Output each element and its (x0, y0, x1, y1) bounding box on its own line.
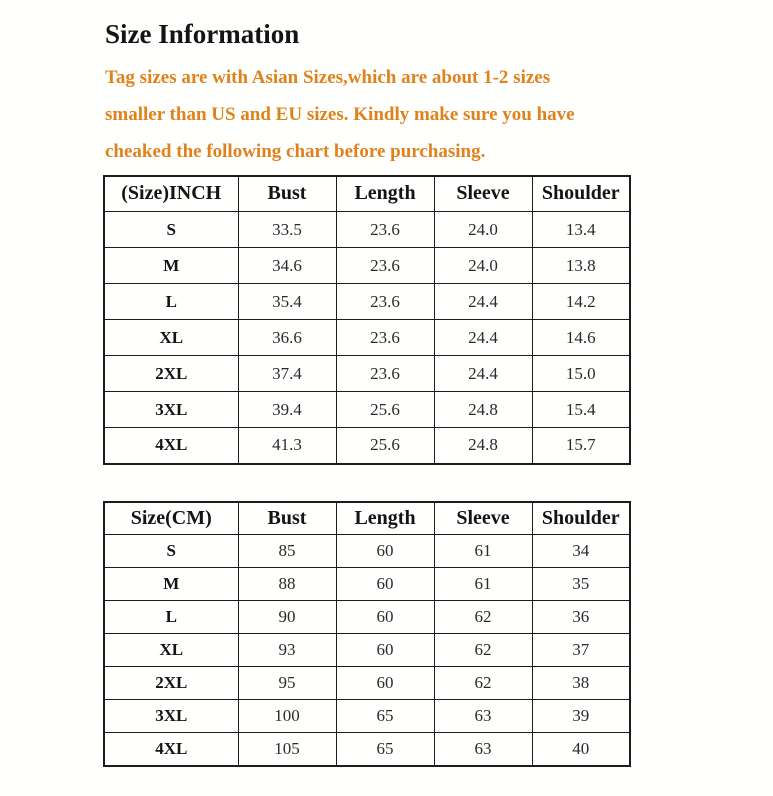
column-header-cell: Length (336, 176, 434, 212)
table-row (104, 248, 630, 284)
size-table-inch (103, 175, 631, 465)
measurement-cell: 95 (238, 667, 336, 700)
table-row (104, 284, 630, 320)
measurement-cell: 33.5 (238, 212, 336, 248)
column-header-cell: Sleeve (434, 502, 532, 535)
table-row (104, 356, 630, 392)
table-row (104, 568, 630, 601)
size-label-cell: 2XL (104, 667, 238, 700)
table-row (104, 320, 630, 356)
measurement-cell: 105 (238, 733, 336, 766)
size-information-section (103, 20, 663, 767)
size-label-cell: S (104, 212, 238, 248)
table-row (104, 667, 630, 700)
measurement-cell: 60 (336, 667, 434, 700)
measurement-cell: 62 (434, 667, 532, 700)
size-label-cell: XL (104, 634, 238, 667)
measurement-cell: 38 (532, 667, 630, 700)
measurement-cell: 24.8 (434, 392, 532, 428)
table-row (104, 535, 630, 568)
measurement-cell: 40 (532, 733, 630, 766)
size-label-cell: XL (104, 320, 238, 356)
measurement-cell: 65 (336, 700, 434, 733)
measurement-cell: 15.7 (532, 428, 630, 464)
table-row (104, 392, 630, 428)
measurement-cell: 13.8 (532, 248, 630, 284)
measurement-cell: 24.4 (434, 320, 532, 356)
disclaimer-line-1: Tag sizes are with Asian Sizes,which are about 1-2 sizes (105, 66, 551, 88)
measurement-cell: 24.4 (434, 284, 532, 320)
measurement-cell: 90 (238, 601, 336, 634)
size-label-cell: 3XL (104, 392, 238, 428)
measurement-cell: 63 (434, 700, 532, 733)
measurement-cell: 15.0 (532, 356, 630, 392)
measurement-cell: 60 (336, 634, 434, 667)
size-label-cell: L (104, 601, 238, 634)
measurement-cell: 24.0 (434, 212, 532, 248)
measurement-cell: 35.4 (238, 284, 336, 320)
table-row (104, 700, 630, 733)
column-header-cell: Bust (238, 502, 336, 535)
measurement-cell: 24.8 (434, 428, 532, 464)
column-header-cell: Bust (238, 176, 336, 212)
measurement-cell: 36 (532, 601, 630, 634)
measurement-cell: 37.4 (238, 356, 336, 392)
size-label-cell: 4XL (104, 733, 238, 766)
measurement-cell: 88 (238, 568, 336, 601)
size-label-cell: 3XL (104, 700, 238, 733)
measurement-cell: 85 (238, 535, 336, 568)
table-gap (103, 465, 663, 501)
table-row (104, 428, 630, 464)
table-row (104, 634, 630, 667)
measurement-cell: 63 (434, 733, 532, 766)
measurement-cell: 35 (532, 568, 630, 601)
measurement-cell: 41.3 (238, 428, 336, 464)
measurement-cell: 25.6 (336, 392, 434, 428)
size-unit-header-cell: (Size)INCH (104, 176, 238, 212)
measurement-cell: 13.4 (532, 212, 630, 248)
disclaimer-line-2: smaller than US and EU sizes. Kindly make sure you have (105, 103, 575, 125)
measurement-cell: 60 (336, 535, 434, 568)
measurement-cell: 62 (434, 634, 532, 667)
column-header-cell: Sleeve (434, 176, 532, 212)
column-header-cell: Length (336, 502, 434, 535)
size-disclaimer (105, 59, 663, 170)
size-label-cell: M (104, 568, 238, 601)
measurement-cell: 60 (336, 601, 434, 634)
size-label-cell: 2XL (104, 356, 238, 392)
column-header-cell: Shoulder (532, 502, 630, 535)
measurement-cell: 23.6 (336, 212, 434, 248)
table-row (104, 733, 630, 766)
size-table-cm (103, 501, 631, 767)
measurement-cell: 14.6 (532, 320, 630, 356)
measurement-cell: 34.6 (238, 248, 336, 284)
measurement-cell: 24.0 (434, 248, 532, 284)
table-row (104, 601, 630, 634)
measurement-cell: 36.6 (238, 320, 336, 356)
measurement-cell: 61 (434, 568, 532, 601)
measurement-cell: 39.4 (238, 392, 336, 428)
measurement-cell: 65 (336, 733, 434, 766)
disclaimer-line-3: cheaked the following chart before purchasing. (105, 140, 486, 162)
measurement-cell: 24.4 (434, 356, 532, 392)
measurement-cell: 62 (434, 601, 532, 634)
measurement-cell: 25.6 (336, 428, 434, 464)
measurement-cell: 39 (532, 700, 630, 733)
measurement-cell: 23.6 (336, 284, 434, 320)
table-header-row (104, 176, 630, 212)
size-label-cell: L (104, 284, 238, 320)
measurement-cell: 23.6 (336, 356, 434, 392)
measurement-cell: 14.2 (532, 284, 630, 320)
page-title: Size Information (105, 19, 300, 49)
column-header-cell: Shoulder (532, 176, 630, 212)
measurement-cell: 100 (238, 700, 336, 733)
measurement-cell: 23.6 (336, 248, 434, 284)
size-label-cell: M (104, 248, 238, 284)
measurement-cell: 93 (238, 634, 336, 667)
table-header-row (104, 502, 630, 535)
size-label-cell: 4XL (104, 428, 238, 464)
measurement-cell: 34 (532, 535, 630, 568)
measurement-cell: 61 (434, 535, 532, 568)
measurement-cell: 37 (532, 634, 630, 667)
measurement-cell: 15.4 (532, 392, 630, 428)
size-label-cell: S (104, 535, 238, 568)
measurement-cell: 60 (336, 568, 434, 601)
size-unit-header-cell: Size(CM) (104, 502, 238, 535)
table-row (104, 212, 630, 248)
measurement-cell: 23.6 (336, 320, 434, 356)
